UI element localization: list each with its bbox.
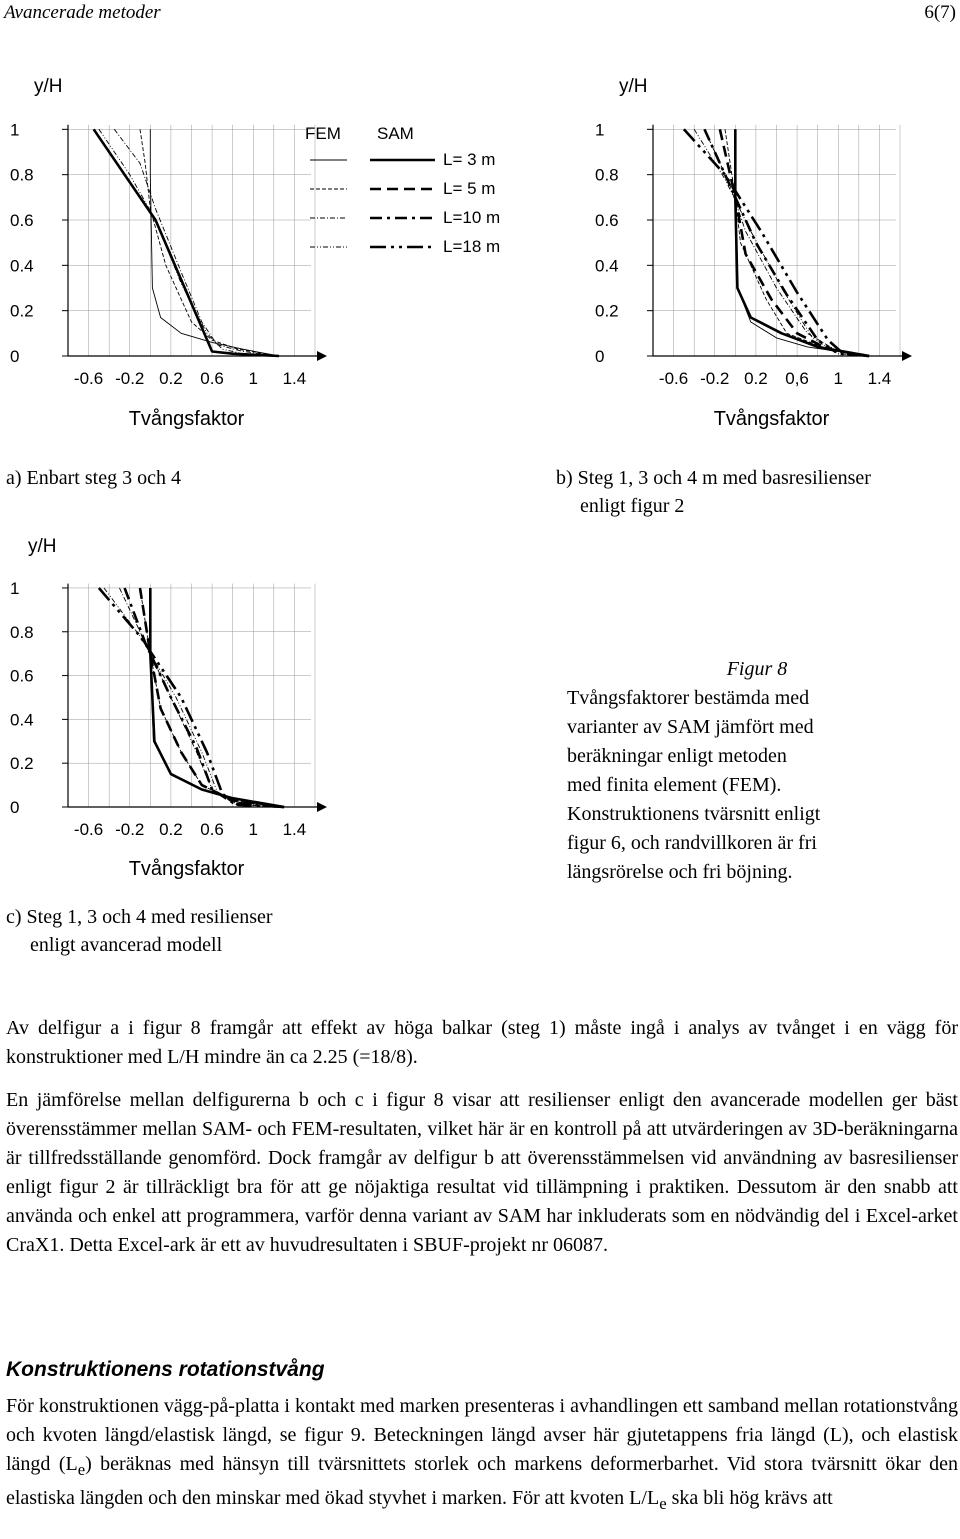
x-axis-arrow-icon [317,802,327,812]
y-axis-label: y/H [34,76,63,97]
y-tick-label: 0.6 [10,666,34,686]
y-tick-label: 1 [10,120,20,140]
y-tick-label: 0.2 [10,301,34,321]
figure-caption-line: Konstruktionens tvärsnitt enligt [567,803,821,825]
figure-caption-line: med finita element (FEM). [567,774,782,796]
chart-legend [305,124,515,264]
paragraph-3-part1: För konstruktionen vägg-på-platta i kontakt med marken presenteras i avhandlingen ett samband mellan rotationstvång och kvoten längd/elastisk längd, se figur 9. Beteckningen längd avser här gjutetappens fria längd (L), och elastisk längd (L [6,1395,958,1475]
paragraph-1: Av delfigur a i figur 8 framgår att effekt av höga balkar (steg 1) måste ingå i analys av tvånget i en vägg för konstruktioner med L/H mindre än ca 2.25 (=18/8). [6,1017,958,1068]
paragraph-3 [6,1392,958,1518]
x-tick-label: 1 [248,369,258,388]
y-tick-label: 0.4 [10,256,34,276]
x-tick-label: 0.6 [200,369,224,388]
subscript-e: e [77,1460,86,1479]
x-tick-label: 1 [833,369,843,388]
figure-caption-line: beräkningar enligt metoden [567,745,787,767]
y-tick-label: 0 [10,798,20,817]
y-axis-label: y/H [28,536,57,557]
series-line [120,588,285,807]
y-tick-label: 0.4 [10,710,34,730]
x-tick-label: 0.2 [159,369,183,388]
y-tick-label: 0.2 [10,754,34,774]
x-tick-label: -0.2 [115,820,145,839]
paragraph-3-part3: ska bli hög krävs att [666,1487,833,1509]
caption-c-line2: enligt avancerad modell [30,934,223,956]
series-line [99,129,279,356]
x-tick-label: 1.4 [867,369,892,388]
y-tick-label: 0.8 [10,165,34,185]
figure-caption-line: figur 6, och randvillkoren är fri [567,832,817,854]
paragraph-3-part2: ) beräknas med hänsyn till tvärsnittets storlek och markens deformerbarhet. Vid stora tvärsnitt ökar den elastiska längden och den minskar med ökad styvhet i marken. För att kvoten L/L [6,1453,958,1509]
subscript-e: e [659,1494,667,1513]
section-heading: Konstruktionens rotationstvång [6,1358,325,1381]
y-tick-label: 0.6 [10,211,34,230]
legend-entry-5m: L= 5 m [443,179,496,198]
caption-b-line2: enligt figur 2 [580,495,685,517]
x-axis-arrow-icon [902,351,912,361]
y-tick-label: 0.8 [10,622,34,642]
running-header-title: Avancerade metoder [4,2,161,23]
y-tick-label: 0.4 [595,256,619,276]
y-tick-label: 1 [10,578,20,598]
series-line [114,129,279,356]
series-line [125,588,285,807]
y-tick-label: 0.6 [595,211,619,230]
x-axis-label: Tvångsfaktor [713,408,830,430]
series-line [705,129,870,356]
x-axis-label: Tvångsfaktor [128,408,245,430]
x-tick-label: 0,6 [785,369,809,388]
paragraph-2: En jämförelse mellan delfigurerna b och c i figur 8 visar att resilienser enligt den avancerade modellen ger bäst överensstämmer mellan SAM- och FEM-resultaten, vilket här är en kontroll på att utvärderingen av 3D-beräkningarna är tillfredsställande genomförd. Dock framgår av delfigur b att överensstämmelsen vid användning av basresilienser enligt figur 2 är tillräckligt bra för att ge nöjaktiga resultat vid tillämpning i praktiken. Dessutom är den snabb att använda och enkel att programmera, varför denna variant av SAM har inkluderats som en nödvändig del i Excel-arket CraX1. Detta Excel-ark är ett av huvudresultaten i SBUF-projekt nr 06087. [6,1089,958,1256]
figure-caption [567,655,947,887]
series-line [694,129,869,356]
figure-caption-line: längsrörelse och fri böjning. [567,861,793,883]
figure-title: Figur 8 [726,658,788,680]
x-axis-arrow-icon [317,351,327,361]
x-tick-label: -0.6 [73,820,104,839]
legend-entry-3m: L= 3 m [443,150,496,169]
legend-entry-10m: L=10 m [443,208,501,227]
x-axis-label: Tvångsfaktor [128,858,245,880]
x-tick-label: 1 [248,820,258,839]
legend-header-sam: SAM [377,124,414,143]
chart-panel-b [585,60,915,440]
legend-header-fem: FEM [305,124,341,143]
y-axis-label: y/H [619,76,648,97]
x-tick-label: -0.6 [658,369,689,388]
x-tick-label: -0.2 [115,369,145,388]
legend-entry-18m: L=18 m [443,237,501,256]
x-tick-label: -0.6 [73,369,104,388]
x-tick-label: 0.6 [200,820,224,839]
y-tick-label: 0 [10,347,20,366]
chart-panel-a [0,60,330,440]
y-tick-label: 0.2 [595,301,619,321]
caption-c-line1: c) Steg 1, 3 och 4 med resilienser [6,906,273,928]
x-tick-label: 1.4 [282,820,307,839]
figure-caption-line: Tvångsfaktorer bestämda med [567,687,810,709]
series-line [140,129,279,356]
y-tick-label: 1 [595,120,605,140]
page-number: 6(7) [924,2,956,23]
chart-panel-c [0,530,330,885]
series-line [705,129,870,356]
y-tick-label: 0 [595,347,605,366]
caption-a: a) Enbart steg 3 och 4 [6,467,181,489]
figure-caption-line: varianter av SAM jämfört med [567,716,814,738]
x-tick-label: 0.2 [159,820,183,839]
series-line [720,129,869,356]
x-tick-label: -0.2 [700,369,730,388]
x-tick-label: 0.2 [744,369,768,388]
x-tick-label: 1.4 [282,369,307,388]
caption-b-line1: b) Steg 1, 3 och 4 m med basresilienser [556,467,871,489]
series-line [94,129,279,356]
y-tick-label: 0.8 [595,165,619,185]
legend-swatches [305,150,440,260]
